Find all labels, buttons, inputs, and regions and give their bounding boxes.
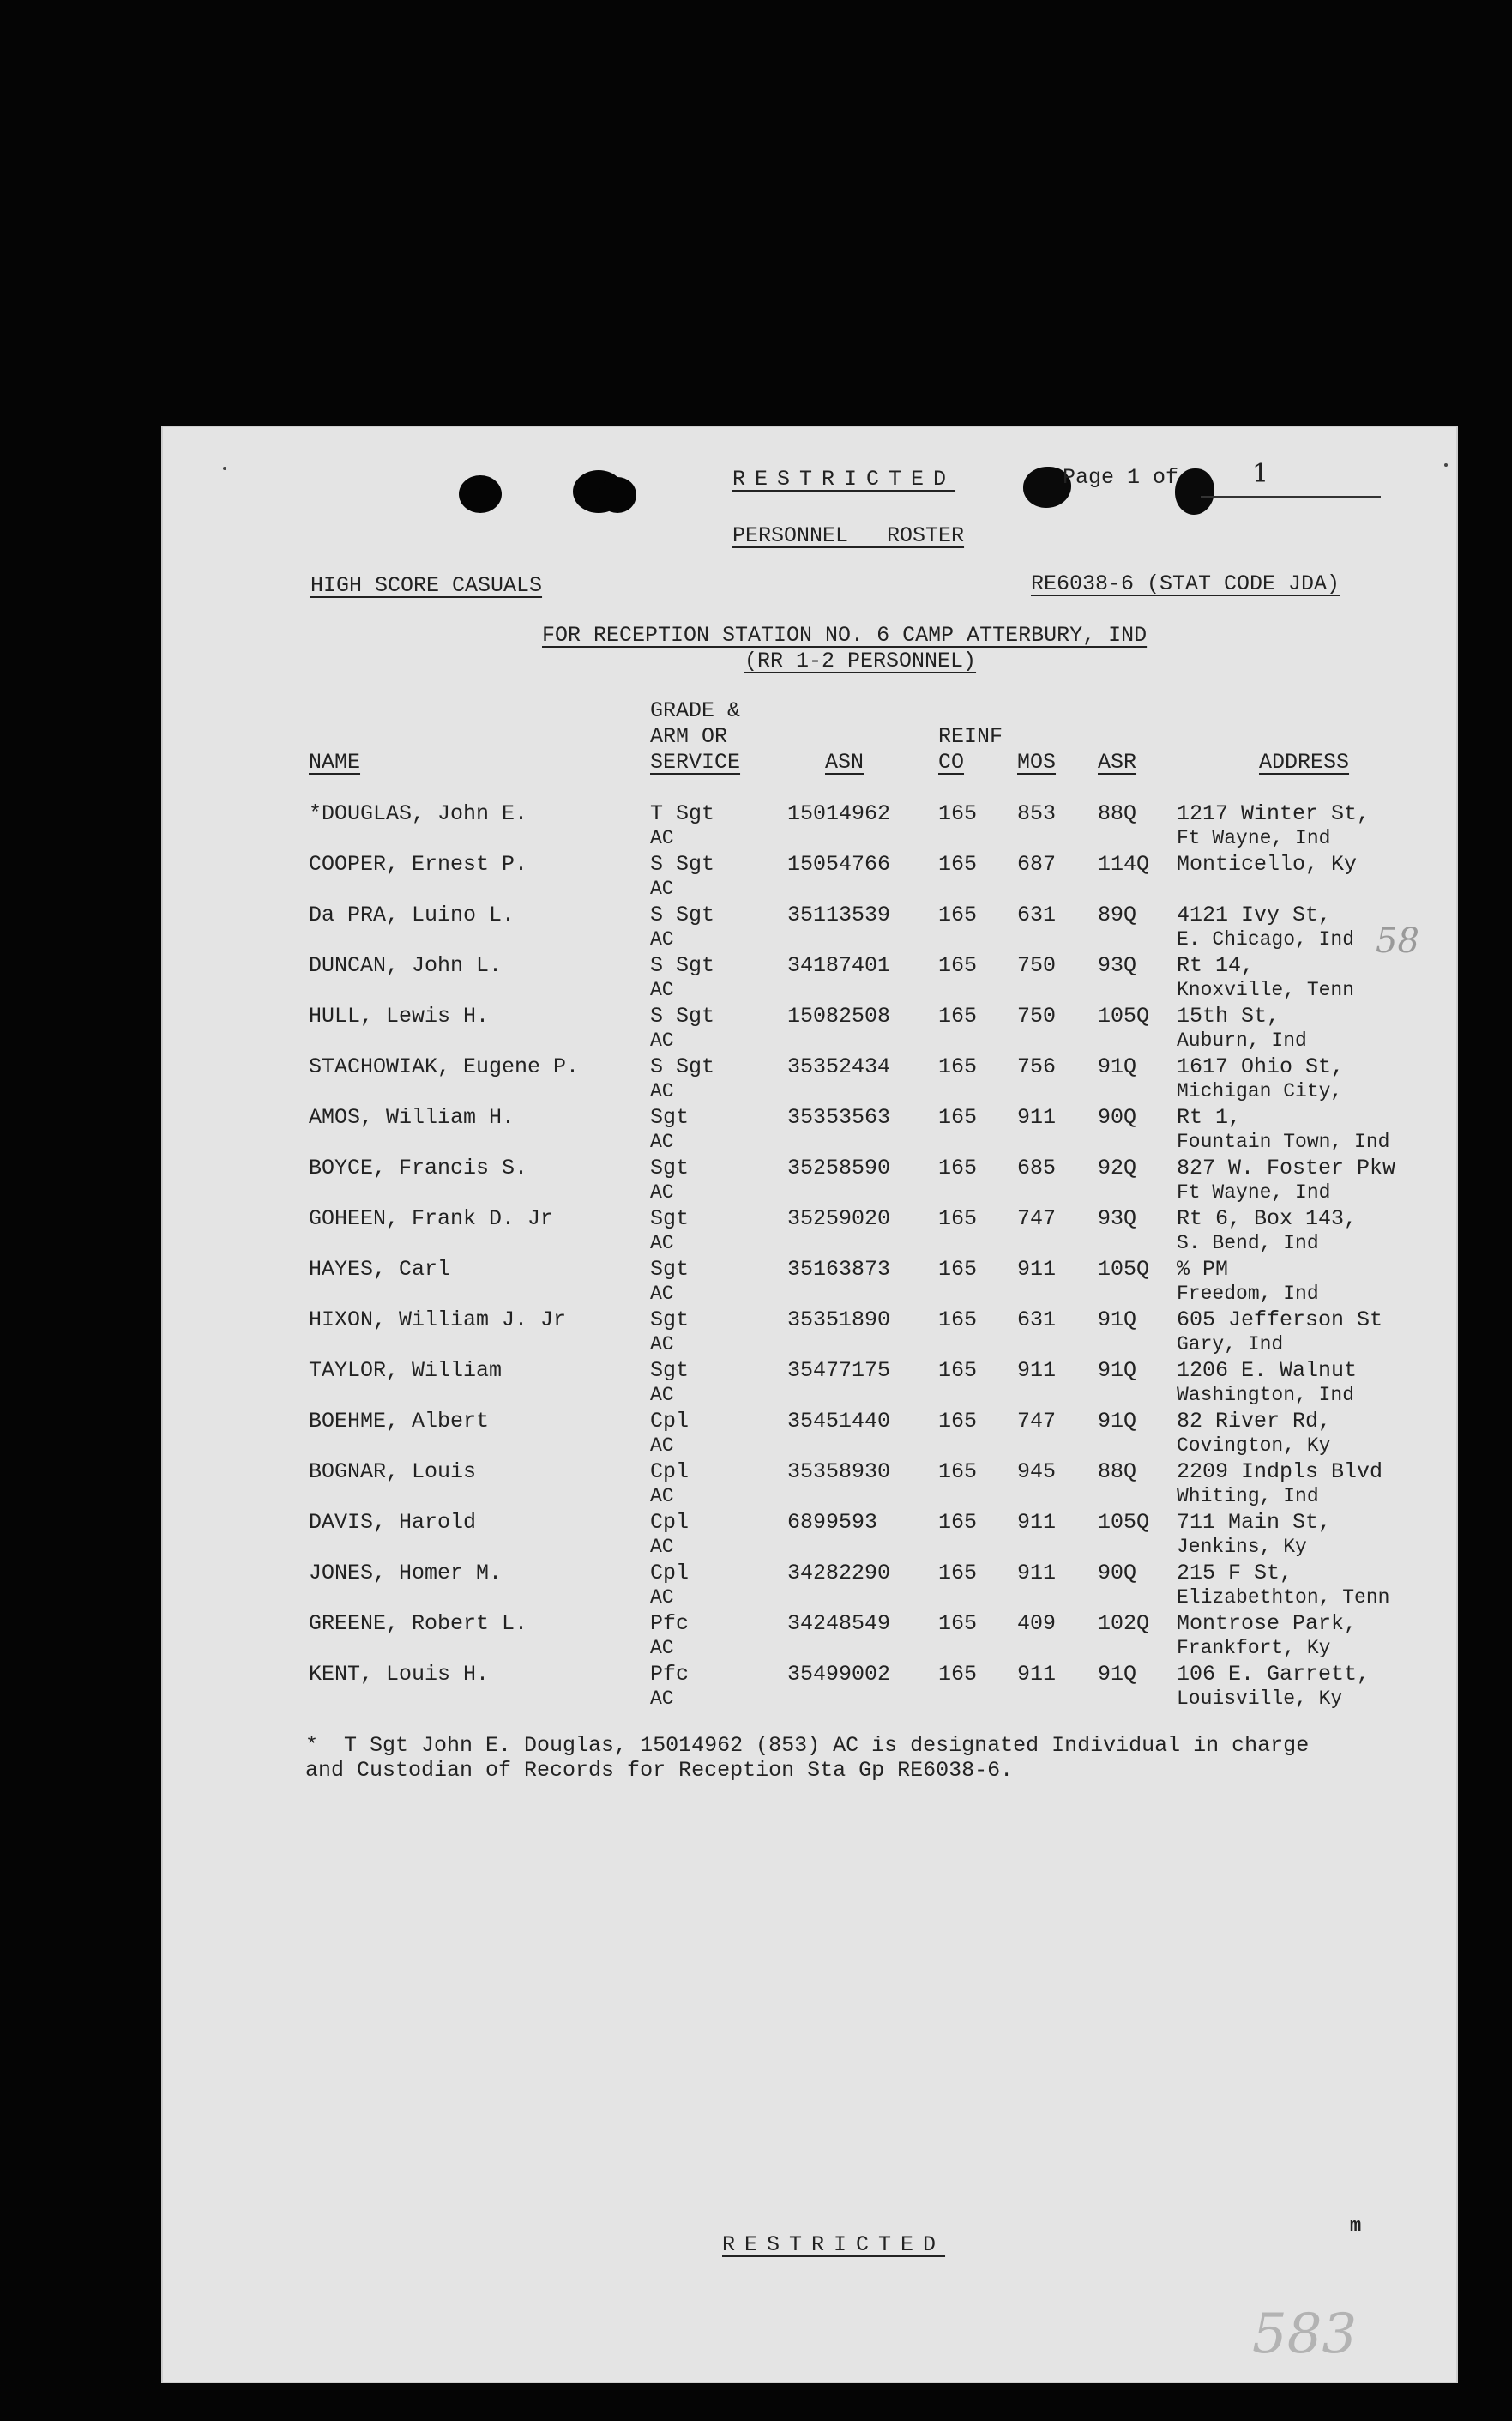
row-mos: 853 — [1017, 801, 1057, 826]
table-row — [163, 903, 1460, 952]
row-reinf-co: 165 — [938, 1054, 978, 1079]
row-address-line1: 605 Jefferson St — [1177, 1307, 1383, 1332]
row-address-line1: 215 F St, — [1177, 1561, 1293, 1585]
row-grade: Pfc — [650, 1611, 690, 1636]
row-grade: Sgt — [650, 1257, 690, 1282]
row-grade: Cpl — [650, 1510, 690, 1535]
footnote-line-2: and Custodian of Records for Reception Sta Gp RE6038-6. — [305, 1758, 1014, 1783]
row-grade: S Sgt — [650, 953, 715, 978]
row-asr: 91Q — [1098, 1054, 1137, 1079]
row-arm: AC — [650, 1080, 674, 1102]
row-name: DAVIS, Harold — [309, 1510, 477, 1535]
row-asr: 90Q — [1098, 1561, 1137, 1585]
row-asn: 15082508 — [787, 1004, 891, 1029]
footnote-line-1: * T Sgt John E. Douglas, 15014962 (853) AC is designated Individual in charge — [305, 1733, 1310, 1758]
row-asr: 89Q — [1098, 903, 1137, 927]
row-name: GOHEEN, Frank D. Jr — [309, 1206, 554, 1231]
row-asn: 15014962 — [787, 801, 891, 826]
row-grade: S Sgt — [650, 1004, 715, 1029]
row-arm: AC — [650, 1131, 674, 1153]
row-reinf-co: 165 — [938, 1206, 978, 1231]
row-reinf-co: 165 — [938, 1156, 978, 1180]
row-asn: 35113539 — [787, 903, 891, 927]
row-address-line2: Fountain Town, Ind — [1177, 1131, 1390, 1153]
row-grade: T Sgt — [650, 801, 715, 826]
row-address-line2: Freedom, Ind — [1177, 1283, 1319, 1305]
row-mos: 631 — [1017, 903, 1057, 927]
row-grade: Sgt — [650, 1156, 690, 1180]
row-arm: AC — [650, 827, 674, 849]
punch-hole-left — [459, 475, 502, 513]
row-grade: Cpl — [650, 1561, 690, 1585]
row-asr: 102Q — [1098, 1611, 1150, 1636]
row-name: TAYLOR, William — [309, 1358, 503, 1383]
row-address-line1: Montrose Park, — [1177, 1611, 1358, 1636]
column-header-asr: ASR — [1098, 750, 1137, 775]
row-mos: 747 — [1017, 1409, 1057, 1434]
row-address-line1: 827 W. Foster Pkw — [1177, 1156, 1396, 1180]
row-address-line2: E. Chicago, Ind — [1177, 928, 1355, 951]
row-asr: 92Q — [1098, 1156, 1137, 1180]
row-reinf-co: 165 — [938, 1561, 978, 1585]
row-grade: Sgt — [650, 1105, 690, 1130]
row-address-line1: Rt 6, Box 143, — [1177, 1206, 1358, 1231]
table-row — [163, 953, 1460, 1003]
row-arm: AC — [650, 1232, 674, 1254]
table-row — [163, 1307, 1460, 1357]
row-grade: Sgt — [650, 1307, 690, 1332]
row-address-line2: Elizabethton, Tenn — [1177, 1586, 1390, 1609]
table-row — [163, 801, 1460, 851]
row-name: KENT, Louis H. — [309, 1662, 490, 1687]
row-asr: 90Q — [1098, 1105, 1137, 1130]
row-address-line2: Washington, Ind — [1177, 1384, 1355, 1406]
row-grade: Pfc — [650, 1662, 690, 1687]
row-asn: 35258590 — [787, 1156, 891, 1180]
row-reinf-co: 165 — [938, 801, 978, 826]
row-name: GREENE, Robert L. — [309, 1611, 528, 1636]
row-address-line1: 1206 E. Walnut — [1177, 1358, 1358, 1383]
row-address-line2: S. Bend, Ind — [1177, 1232, 1319, 1254]
row-address-line2: Gary, Ind — [1177, 1333, 1284, 1355]
row-asn: 35451440 — [787, 1409, 891, 1434]
row-grade: S Sgt — [650, 903, 715, 927]
paper-speck — [1444, 463, 1448, 467]
row-reinf-co: 165 — [938, 1510, 978, 1535]
row-address-line2: Frankfort, Ky — [1177, 1637, 1331, 1659]
row-arm: AC — [650, 1485, 674, 1507]
row-arm: AC — [650, 1637, 674, 1659]
row-address-line2: Covington, Ky — [1177, 1434, 1331, 1457]
row-asr: 88Q — [1098, 801, 1137, 826]
table-row — [163, 1156, 1460, 1205]
row-address-line1: Rt 14, — [1177, 953, 1255, 978]
row-name: BOYCE, Francis S. — [309, 1156, 528, 1180]
row-grade: Cpl — [650, 1409, 690, 1434]
row-address-line1: 15th St, — [1177, 1004, 1280, 1029]
row-address-line2: Whiting, Ind — [1177, 1485, 1319, 1507]
row-asr: 93Q — [1098, 953, 1137, 978]
row-reinf-co: 165 — [938, 1257, 978, 1282]
stat-code: RE6038-6 (STAT CODE JDA) — [1031, 571, 1340, 596]
row-asr: 88Q — [1098, 1459, 1137, 1484]
row-reinf-co: 165 — [938, 1662, 978, 1687]
row-reinf-co: 165 — [938, 903, 978, 927]
row-mos: 687 — [1017, 852, 1057, 877]
row-asn: 34248549 — [787, 1611, 891, 1636]
row-asn: 34187401 — [787, 953, 891, 978]
restricted-footer: RESTRICTED — [722, 2232, 946, 2257]
row-asr: 93Q — [1098, 1206, 1137, 1231]
row-name: STACHOWIAK, Eugene P. — [309, 1054, 580, 1079]
table-row — [163, 1662, 1460, 1712]
restricted-header: RESTRICTED — [732, 467, 956, 492]
row-grade: Sgt — [650, 1206, 690, 1231]
table-row — [163, 1459, 1460, 1509]
row-mos: 747 — [1017, 1206, 1057, 1231]
row-name: HULL, Lewis H. — [309, 1004, 490, 1029]
row-asr: 114Q — [1098, 852, 1150, 877]
column-header-name: NAME — [309, 750, 361, 775]
row-arm: AC — [650, 1536, 674, 1558]
row-address-line1: 711 Main St, — [1177, 1510, 1332, 1535]
column-header-asn: ASN — [825, 750, 864, 775]
margin-pencil-number: 58 — [1376, 921, 1419, 961]
row-asr: 91Q — [1098, 1358, 1137, 1383]
row-address-line2: Louisville, Ky — [1177, 1687, 1343, 1710]
row-reinf-co: 165 — [938, 1105, 978, 1130]
table-row — [163, 1409, 1460, 1458]
row-address-line1: 1617 Ohio St, — [1177, 1054, 1345, 1079]
row-address-line1: % PM — [1177, 1257, 1229, 1282]
row-address-line2: Michigan City, — [1177, 1080, 1343, 1102]
table-row — [163, 1054, 1460, 1104]
row-arm: AC — [650, 928, 674, 951]
row-mos: 631 — [1017, 1307, 1057, 1332]
column-header-grade-line3: SERVICE — [650, 750, 741, 775]
row-arm: AC — [650, 878, 674, 900]
row-address-line2: Auburn, Ind — [1177, 1029, 1307, 1052]
row-mos: 750 — [1017, 953, 1057, 978]
row-name: HIXON, William J. Jr — [309, 1307, 567, 1332]
column-header-mos: MOS — [1017, 750, 1057, 775]
row-name: DUNCAN, John L. — [309, 953, 503, 978]
row-arm: AC — [650, 1586, 674, 1609]
row-asn: 6899593 — [787, 1510, 878, 1535]
column-header-reinf-line1: REINF — [938, 724, 1003, 749]
row-reinf-co: 165 — [938, 953, 978, 978]
row-name: HAYES, Carl — [309, 1257, 451, 1282]
paper-speck — [223, 467, 226, 470]
column-header-reinf-line2: CO — [938, 750, 965, 775]
row-asn: 35477175 — [787, 1358, 891, 1383]
personnel-sub-line: (RR 1-2 PERSONNEL) — [744, 649, 977, 673]
row-reinf-co: 165 — [938, 1409, 978, 1434]
row-asn: 34282290 — [787, 1561, 891, 1585]
row-address-line1: Monticello, Ky — [1177, 852, 1358, 877]
row-asn: 35351890 — [787, 1307, 891, 1332]
row-arm: AC — [650, 1687, 674, 1710]
punch-hole-middle-2 — [599, 477, 636, 513]
row-name: COOPER, Ernest P. — [309, 852, 528, 877]
row-grade: Cpl — [650, 1459, 690, 1484]
row-arm: AC — [650, 1333, 674, 1355]
row-address-line1: Rt 1, — [1177, 1105, 1242, 1130]
row-mos: 685 — [1017, 1156, 1057, 1180]
row-mos: 911 — [1017, 1105, 1057, 1130]
row-asr: 91Q — [1098, 1662, 1137, 1687]
row-address-line1: 106 E. Garrett, — [1177, 1662, 1370, 1687]
column-header-grade-line1: GRADE & — [650, 698, 741, 723]
row-reinf-co: 165 — [938, 1307, 978, 1332]
row-arm: AC — [650, 1029, 674, 1052]
row-address-line2: Ft Wayne, Ind — [1177, 1181, 1331, 1204]
row-arm: AC — [650, 1181, 674, 1204]
page-number-label: Page 1 of — [1063, 465, 1179, 490]
row-asn: 35352434 — [787, 1054, 891, 1079]
document-page — [161, 426, 1458, 2383]
row-asn: 15054766 — [787, 852, 891, 877]
row-name: Da PRA, Luino L. — [309, 903, 515, 927]
row-asn: 35353563 — [787, 1105, 891, 1130]
page-pencil-number: 583 — [1252, 2303, 1358, 2366]
row-grade: S Sgt — [650, 852, 715, 877]
column-header-grade-line2: ARM OR — [650, 724, 728, 749]
row-address-line1: 82 River Rd, — [1177, 1409, 1332, 1434]
row-asn: 35259020 — [787, 1206, 891, 1231]
row-asr: 105Q — [1098, 1004, 1150, 1029]
row-arm: AC — [650, 1283, 674, 1305]
unit-title: HIGH SCORE CASUALS — [310, 573, 543, 598]
row-reinf-co: 165 — [938, 1358, 978, 1383]
table-row — [163, 1105, 1460, 1155]
row-mos: 945 — [1017, 1459, 1057, 1484]
table-row — [163, 852, 1460, 902]
row-reinf-co: 165 — [938, 1611, 978, 1636]
row-address-line2: Ft Wayne, Ind — [1177, 827, 1331, 849]
table-row — [163, 1257, 1460, 1307]
row-arm: AC — [650, 1384, 674, 1406]
row-address-line1: 2209 Indpls Blvd — [1177, 1459, 1383, 1484]
table-row — [163, 1358, 1460, 1408]
table-row — [163, 1611, 1460, 1661]
row-reinf-co: 165 — [938, 852, 978, 877]
row-asn: 35358930 — [787, 1459, 891, 1484]
page-total: 1 — [1252, 459, 1269, 489]
row-asn: 35499002 — [787, 1662, 891, 1687]
row-name: BOGNAR, Louis — [309, 1459, 477, 1484]
row-address-line2: Jenkins, Ky — [1177, 1536, 1307, 1558]
row-grade: Sgt — [650, 1358, 690, 1383]
row-asr: 105Q — [1098, 1510, 1150, 1535]
row-arm: AC — [650, 1434, 674, 1457]
row-mos: 911 — [1017, 1510, 1057, 1535]
row-mos: 911 — [1017, 1358, 1057, 1383]
row-name: *DOUGLAS, John E. — [309, 801, 528, 826]
row-address-line1: 4121 Ivy St, — [1177, 903, 1332, 927]
row-address-line1: 1217 Winter St, — [1177, 801, 1370, 826]
row-mos: 756 — [1017, 1054, 1057, 1079]
page-of-underline — [1201, 496, 1381, 498]
row-mos: 750 — [1017, 1004, 1057, 1029]
table-row — [163, 1206, 1460, 1256]
row-mos: 911 — [1017, 1257, 1057, 1282]
table-row — [163, 1004, 1460, 1054]
row-asr: 91Q — [1098, 1409, 1137, 1434]
row-mos: 911 — [1017, 1561, 1057, 1585]
table-row — [163, 1561, 1460, 1610]
ink-blot-right — [1175, 468, 1214, 515]
row-asn: 35163873 — [787, 1257, 891, 1282]
row-grade: S Sgt — [650, 1054, 715, 1079]
column-header-address: ADDRESS — [1259, 750, 1350, 775]
row-mos: 911 — [1017, 1662, 1057, 1687]
corner-mark: m — [1350, 2215, 1362, 2237]
row-arm: AC — [650, 979, 674, 1001]
row-mos: 409 — [1017, 1611, 1057, 1636]
row-reinf-co: 165 — [938, 1459, 978, 1484]
row-asr: 91Q — [1098, 1307, 1137, 1332]
row-reinf-co: 165 — [938, 1004, 978, 1029]
table-row — [163, 1510, 1460, 1560]
row-name: JONES, Homer M. — [309, 1561, 503, 1585]
row-name: AMOS, William H. — [309, 1105, 515, 1130]
row-name: BOEHME, Albert — [309, 1409, 490, 1434]
row-asr: 105Q — [1098, 1257, 1150, 1282]
roster-title: PERSONNEL ROSTER — [732, 523, 965, 548]
station-line: FOR RECEPTION STATION NO. 6 CAMP ATTERBURY, IND — [542, 623, 1148, 648]
row-address-line2: Knoxville, Tenn — [1177, 979, 1355, 1001]
